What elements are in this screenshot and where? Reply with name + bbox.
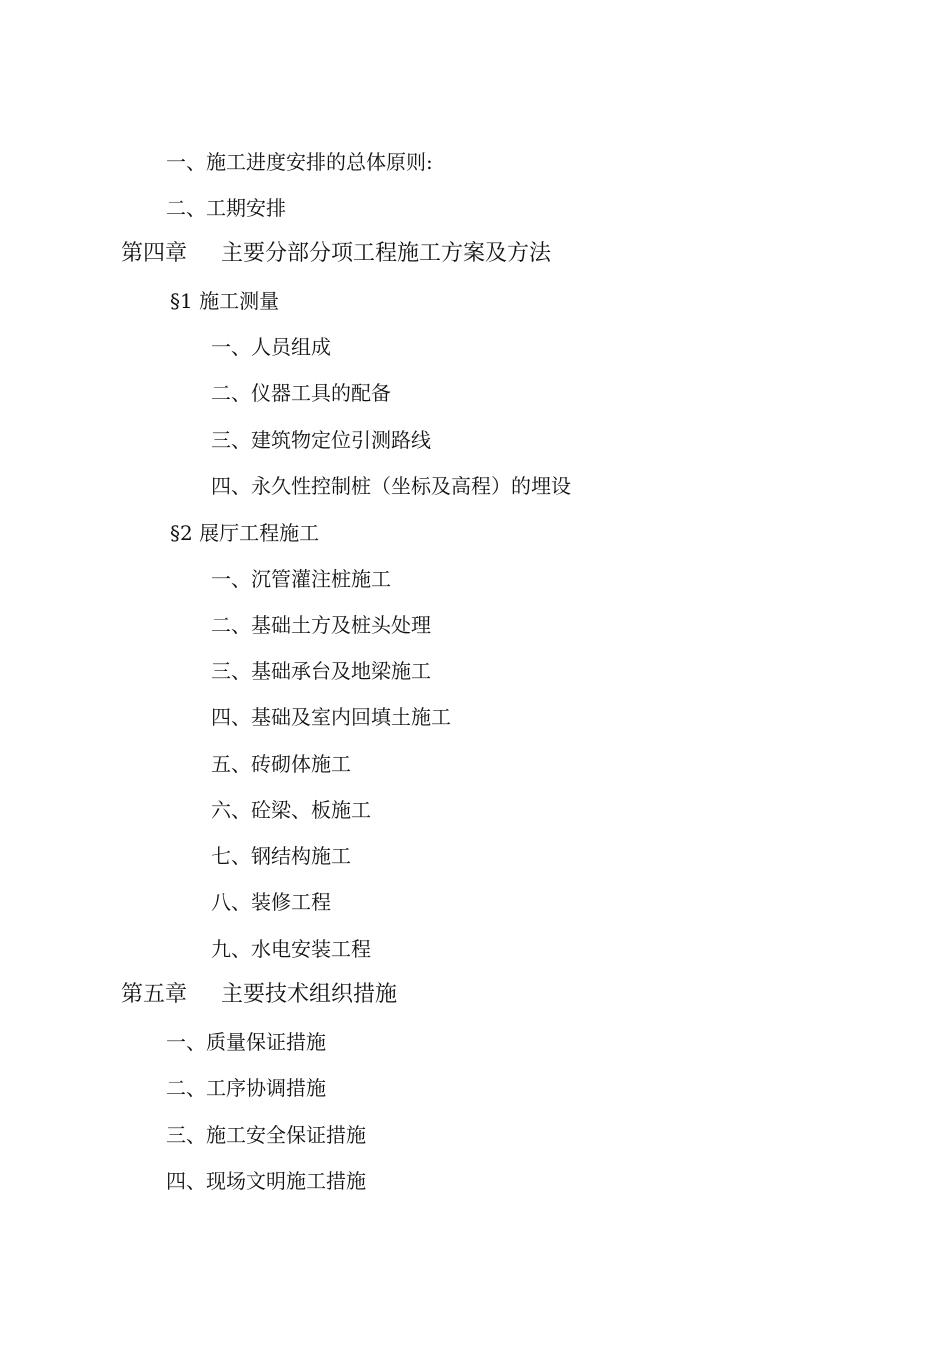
chapter-title: 主要分部分项工程施工方案及方法 <box>221 241 552 266</box>
toc-item: 五、砖砌体施工 <box>211 752 351 776</box>
toc-item: 三、建筑物定位引测路线 <box>211 428 431 452</box>
toc-item: 一、沉管灌注桩施工 <box>211 567 391 591</box>
toc-item: 九、水电安装工程 <box>211 937 371 961</box>
chapter-number: 第四章 <box>121 241 188 266</box>
toc-item: 二、基础土方及桩头处理 <box>211 613 431 637</box>
toc-item: 六、砼梁、板施工 <box>211 798 371 822</box>
toc-item: 七、钢结构施工 <box>211 844 351 868</box>
toc-item: 四、现场文明施工措施 <box>166 1169 366 1193</box>
chapter-number: 第五章 <box>121 982 188 1007</box>
toc-item: 一、人员组成 <box>211 335 331 359</box>
toc-item: 四、永久性控制桩（坐标及高程）的埋设 <box>211 474 571 498</box>
toc-item: 三、施工安全保证措施 <box>166 1123 366 1147</box>
section-heading: §2 展厅工程施工 <box>170 521 320 545</box>
toc-item: 八、装修工程 <box>211 890 331 914</box>
toc-item: 二、仪器工具的配备 <box>211 381 391 405</box>
toc-item: 一、施工进度安排的总体原则: <box>166 150 433 174</box>
toc-item: 四、基础及室内回填土施工 <box>211 705 451 729</box>
toc-item: 三、基础承台及地梁施工 <box>211 659 431 683</box>
section-heading: §1 施工测量 <box>170 289 280 313</box>
chapter-title: 主要技术组织措施 <box>221 982 398 1007</box>
toc-item: 二、工序协调措施 <box>166 1076 326 1100</box>
toc-item: 二、工期安排 <box>166 196 286 220</box>
chapter-heading <box>121 981 397 1009</box>
toc-item: 一、质量保证措施 <box>166 1030 326 1054</box>
chapter-heading <box>121 240 551 268</box>
